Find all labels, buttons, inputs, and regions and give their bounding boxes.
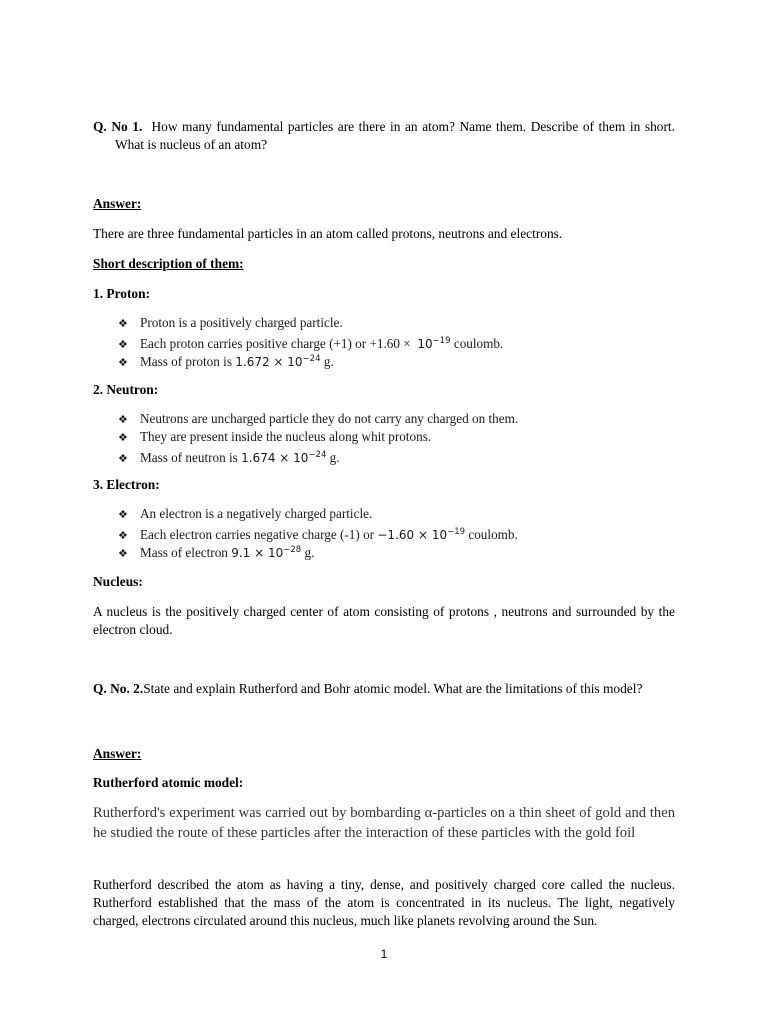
rutherford-paragraph-1: Rutherford's experiment was carried out by bombarding α-particles on a thin sheet of gold and then he studied the route of these particles after the interaction of these particles with the gold foil [93, 805, 675, 841]
question-2-label: Q. No. 2. [93, 681, 144, 696]
list-item [118, 523, 678, 541]
math-base: 1.674 × 10 [241, 451, 309, 465]
intro-paragraph: There are three fundamental particles in an atom called protons, neutrons and electrons. [93, 226, 563, 241]
neutron-bullet-2-text: They are present inside the nucleus along whit protons. [140, 429, 432, 444]
list-item [118, 350, 678, 368]
proton-bullet-2-unit: coulomb. [453, 336, 504, 351]
neutron-bullet-3-text: Mass of neutron is [140, 450, 238, 465]
neutron-bullet-3-unit: g. [329, 450, 340, 465]
proton-list [118, 314, 678, 368]
math-exponent: −28 [283, 545, 302, 555]
electron-bullet-3-unit: g. [304, 545, 315, 560]
proton-heading: 1. Proton: [93, 286, 151, 301]
question-1-text: How many fundamental particles are there in an atom? Name them. Describe of them in short. What is nucleus of an atom? [115, 119, 676, 152]
answer-1-label: Answer: [93, 196, 142, 211]
electron-charge-math [377, 528, 465, 542]
electron-mass-math [231, 546, 301, 560]
math-base: 1.672 × 10 [235, 355, 303, 369]
proton-charge-math [417, 337, 450, 351]
bullet-icon: ❖ [118, 413, 128, 426]
question-2-text: State and explain Rutherford and Bohr atomic model. What are the limitations of this model? [143, 681, 643, 696]
bullet-icon: ❖ [118, 529, 128, 542]
proton-mass-math [235, 355, 320, 369]
proton-bullet-2-text: Each proton carries positive charge (+1) or +1.60 × [140, 336, 411, 351]
neutron-heading: 2. Neutron: [93, 382, 159, 397]
proton-bullet-3-unit: g. [323, 354, 334, 369]
proton-bullet-3-text: Mass of proton is [140, 354, 232, 369]
list-item [118, 541, 678, 559]
rutherford-paragraph-2: Rutherford described the atom as having a tiny, dense, and positively charged core called the nucleus. Rutherford established that the mass of the atom is concentrated in its nucleus. The light, negatively charged, electrons circulated around this nucleus, much like planets revolving around the Sun. [93, 877, 675, 928]
nucleus-heading: Nucleus: [93, 574, 143, 589]
nucleus-paragraph: A nucleus is the positively charged center of atom consisting of protons , neutrons and surrounded by the electron cloud. [93, 604, 675, 637]
answer-2-label: Answer: [93, 746, 142, 761]
bullet-icon: ❖ [118, 356, 128, 369]
bullet-icon: ❖ [118, 547, 128, 560]
list-item [118, 446, 678, 464]
question-1-label: Q. No 1. [93, 119, 143, 134]
electron-bullet-2-unit: coulomb. [468, 527, 518, 542]
rutherford-heading: Rutherford atomic model: [93, 775, 244, 790]
math-exponent: −24 [302, 354, 321, 364]
bullet-icon: ❖ [118, 452, 128, 465]
neutron-list [118, 410, 678, 464]
math-exponent: −19 [447, 527, 466, 537]
neutron-bullet-1-text: Neutrons are uncharged particle they do not carry any charged on them. [140, 411, 519, 426]
electron-bullet-2-text: Each electron carries negative charge (-1) or [140, 527, 375, 542]
math-base: 9.1 × 10 [231, 546, 284, 560]
bullet-icon: ❖ [118, 431, 128, 444]
math-exponent: −24 [308, 450, 327, 460]
question-1 [93, 118, 675, 154]
bullet-icon: ❖ [118, 508, 128, 521]
electron-bullet-1-text: An electron is a negatively charged particle. [140, 506, 373, 521]
page-number: 1 [380, 947, 388, 961]
electron-heading: 3. Electron: [93, 477, 160, 492]
math-base: −1.60 × 10 [377, 528, 448, 542]
question-2 [93, 680, 675, 698]
list-item [118, 505, 678, 523]
proton-bullet-1-text: Proton is a positively charged particle. [140, 315, 343, 330]
neutron-mass-math [241, 451, 326, 465]
electron-bullet-3-text: Mass of electron [140, 545, 228, 560]
bullet-icon: ❖ [118, 317, 128, 330]
electron-list [118, 505, 678, 559]
bullet-icon: ❖ [118, 338, 128, 351]
short-description-heading: Short description of them: [93, 256, 244, 271]
list-item [118, 314, 678, 332]
list-item [118, 428, 678, 446]
list-item [118, 332, 678, 350]
math-exponent: −19 [432, 336, 451, 346]
math-base: 10 [417, 337, 433, 351]
list-item [118, 410, 678, 428]
